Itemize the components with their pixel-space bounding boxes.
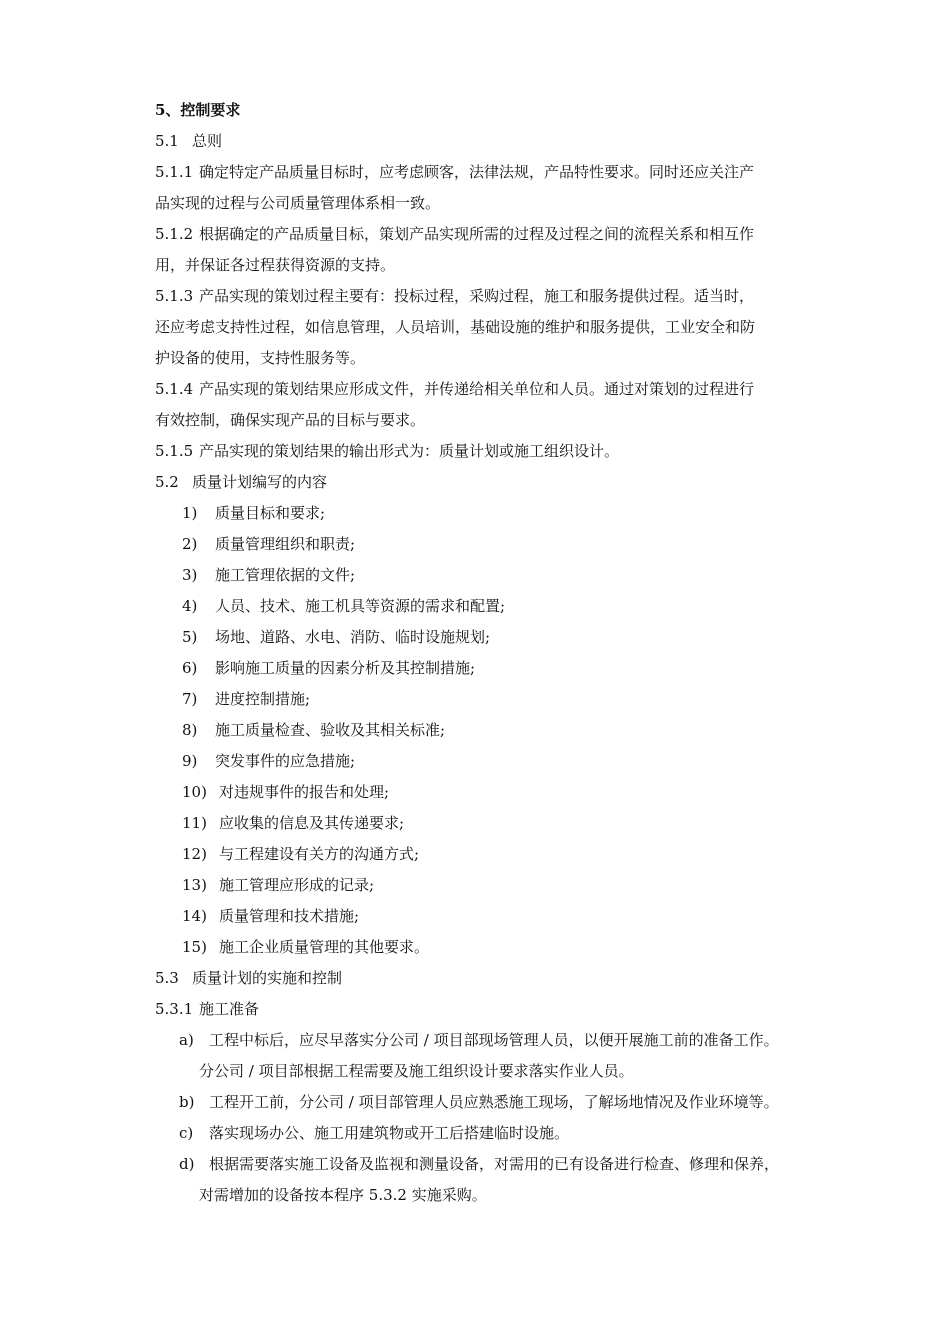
- section-title: 质量计划的实施和控制: [192, 969, 343, 987]
- paragraph-5-1-4: [155, 374, 839, 436]
- list-item: [155, 529, 839, 560]
- paragraph-text: 产品实现的策划结果的输出形式为：质量计划或施工组织设计。: [199, 442, 620, 460]
- list-text: 施工管理依据的文件;: [215, 566, 356, 584]
- paragraph-text: 护设备的使用，支持性服务等。: [155, 349, 366, 367]
- paragraph-number: 5.1.5: [155, 442, 194, 460]
- list-text: 对违规事件的报告和处理;: [219, 783, 390, 801]
- paragraph-text: 产品实现的策划结果应形成文件，并传递给相关单位和人员。通过对策划的过程进行: [199, 380, 755, 398]
- item-text: 分公司 / 项目部根据工程需要及施工组织设计要求落实作业人员。: [199, 1062, 634, 1080]
- paragraph-number: 5.1.2: [155, 225, 194, 243]
- item-letter: b): [179, 1093, 195, 1111]
- item-letter: d): [179, 1155, 195, 1173]
- item-text: 工程中标后，应尽早落实分公司 / 项目部现场管理人员，以便开展施工前的准备工作。: [209, 1031, 779, 1049]
- section-title: 施工准备: [199, 1000, 260, 1018]
- list-item: [155, 560, 839, 591]
- list-number: 6): [182, 659, 198, 677]
- list-number: 14): [182, 907, 207, 925]
- list-text: 影响施工质量的因素分析及其控制措施;: [215, 659, 476, 677]
- list-text: 人员、技术、施工机具等资源的需求和配置;: [215, 597, 506, 615]
- subsection-5-3: [155, 963, 839, 994]
- paragraph-5-1-3: [155, 281, 839, 374]
- numbered-list: [155, 498, 839, 963]
- section-number: 5.3.1: [155, 1000, 194, 1018]
- list-item: [155, 808, 839, 839]
- paragraph-text: 产品实现的策划过程主要有：投标过程，采购过程，施工和服务提供过程。适当时，: [199, 287, 755, 305]
- subsection-5-2: [155, 467, 839, 498]
- list-item: [155, 498, 839, 529]
- lettered-list: [155, 1025, 839, 1211]
- paragraph-text: 用，并保证各过程获得资源的支持。: [155, 256, 396, 274]
- paragraph-number: 5.1.4: [155, 380, 194, 398]
- paragraph-text: 还应考虑支持性过程，如信息管理，人员培训，基础设施的维护和服务提供，工业安全和防: [155, 318, 756, 336]
- list-item: [155, 870, 839, 901]
- list-number: 5): [182, 628, 198, 646]
- list-item: [155, 715, 839, 746]
- list-text: 应收集的信息及其传递要求;: [219, 814, 405, 832]
- lettered-item-d: [155, 1149, 839, 1211]
- list-text: 与工程建设有关方的沟通方式;: [219, 845, 420, 863]
- list-item: [155, 622, 839, 653]
- paragraph-text: 有效控制，确保实现产品的目标与要求。: [155, 411, 426, 429]
- section-title: 质量计划编写的内容: [192, 473, 328, 491]
- paragraph-text: 根据确定的产品质量目标，策划产品实现所需的过程及过程之间的流程关系和相互作: [199, 225, 755, 243]
- list-item: [155, 901, 839, 932]
- list-number: 12): [182, 845, 207, 863]
- list-number: 15): [182, 938, 207, 956]
- list-number: 11): [182, 814, 207, 832]
- section-number: 5.3: [155, 969, 179, 987]
- item-letter: a): [179, 1031, 194, 1049]
- section-heading: 5、控制要求: [155, 101, 241, 119]
- paragraph-number: 5.1.1: [155, 163, 194, 181]
- item-text: 工程开工前，分公司 / 项目部管理人员应熟悉施工现场，了解场地情况及作业环境等。: [209, 1093, 779, 1111]
- item-text: 根据需要落实施工设备及监视和测量设备，对需用的已有设备进行检查、修理和保养，: [209, 1155, 780, 1173]
- paragraph-5-1-2: [155, 219, 839, 281]
- list-number: 8): [182, 721, 198, 739]
- list-item: [155, 932, 839, 963]
- list-item: [155, 653, 839, 684]
- list-text: 质量管理和技术措施;: [219, 907, 360, 925]
- list-item: [155, 839, 839, 870]
- list-item: [155, 777, 839, 808]
- list-number: 3): [182, 566, 198, 584]
- list-text: 突发事件的应急措施;: [215, 752, 356, 770]
- list-text: 进度控制措施;: [215, 690, 311, 708]
- list-text: 场地、道路、水电、消防、临时设施规划;: [215, 628, 491, 646]
- list-item: [155, 684, 839, 715]
- list-item: [155, 746, 839, 777]
- list-number: 4): [182, 597, 198, 615]
- paragraph-text: 确定特定产品质量目标时，应考虑顾客，法律法规，产品特性要求。同时还应关注产: [199, 163, 755, 181]
- item-text: 对需增加的设备按本程序 5.3.2 实施采购。: [199, 1186, 487, 1204]
- list-number: 7): [182, 690, 198, 708]
- document-body: [155, 95, 839, 1211]
- paragraph-5-1-5: [155, 436, 839, 467]
- item-letter: c): [179, 1124, 194, 1142]
- list-text: 施工管理应形成的记录;: [219, 876, 375, 894]
- section-number: 5.1: [155, 132, 179, 150]
- list-number: 9): [182, 752, 198, 770]
- section-title: 总则: [192, 132, 223, 150]
- lettered-item-c: [155, 1118, 839, 1149]
- item-text: 落实现场办公、施工用建筑物或开工后搭建临时设施。: [209, 1124, 570, 1142]
- lettered-item-b: [155, 1087, 839, 1118]
- paragraph-text: 品实现的过程与公司质量管理体系相一致。: [155, 194, 441, 212]
- list-item: [155, 591, 839, 622]
- list-number: 13): [182, 876, 207, 894]
- list-text: 施工质量检查、验收及其相关标准;: [215, 721, 446, 739]
- subsection-5-1: [155, 126, 839, 157]
- paragraph-number: 5.1.3: [155, 287, 194, 305]
- list-number: 1): [182, 504, 198, 522]
- section-number: 5.2: [155, 473, 179, 491]
- paragraph-5-1-1: [155, 157, 839, 219]
- subsection-5-3-1: [155, 994, 839, 1025]
- lettered-item-a: [155, 1025, 839, 1087]
- list-text: 质量管理组织和职责;: [215, 535, 356, 553]
- list-number: 10): [182, 783, 207, 801]
- list-text: 施工企业质量管理的其他要求。: [219, 938, 430, 956]
- list-number: 2): [182, 535, 198, 553]
- list-text: 质量目标和要求;: [215, 504, 326, 522]
